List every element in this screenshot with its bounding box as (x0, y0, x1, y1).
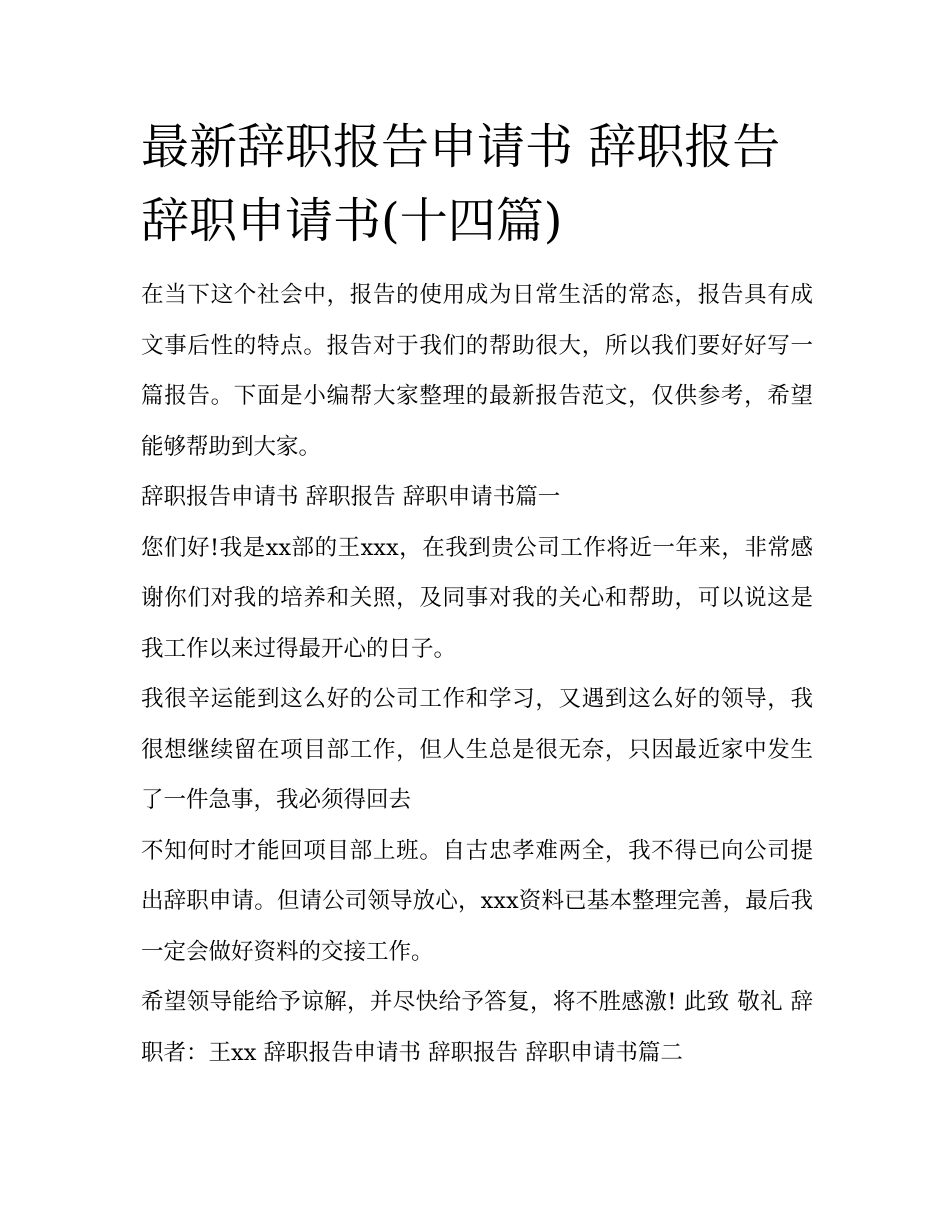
section-heading-1: 辞职报告申请书 辞职报告 辞职申请书篇一 (141, 484, 561, 510)
document-title: 最新辞职报告申请书 辞职报告辞职申请书(十四篇) (141, 119, 781, 249)
intro-paragraph: 在当下这个社会中，报告的使用成为日常生活的常态，报告具有成文事后性的特点。报告对于我们的帮助很大，所以我们要好好写一篇报告。下面是小编帮大家整理的最新报告范文，仅供参考，希望能够帮助到大家。 (141, 282, 813, 460)
closing-paragraph: 希望领导能给予谅解，并尽快给予答复，将不胜感激! 此致 敬礼 辞职者：王xx 辞职报告申请书 辞职报告 辞职申请书篇二 (141, 989, 813, 1066)
document-body (141, 110, 813, 1078)
body-paragraph: 您们好!我是xx部的王xxx，在我到贵公司工作将近一年来，非常感谢你们对我的培养和关照，及同事对我的关心和帮助，可以说这是我工作以来过得最开心的日子。 (141, 534, 813, 662)
body-paragraph: 不知何时才能回项目部上班。自古忠孝难两全，我不得已向公司提出辞职申请。但请公司领导放心，xxx资料已基本整理完善，最后我一定会做好资料的交接工作。 (141, 837, 813, 965)
body-paragraph: 我很辛运能到这么好的公司工作和学习，又遇到这么好的领导，我很想继续留在项目部工作，但人生总是很无奈，只因最近家中发生了一件急事，我必须得回去 (141, 686, 813, 813)
